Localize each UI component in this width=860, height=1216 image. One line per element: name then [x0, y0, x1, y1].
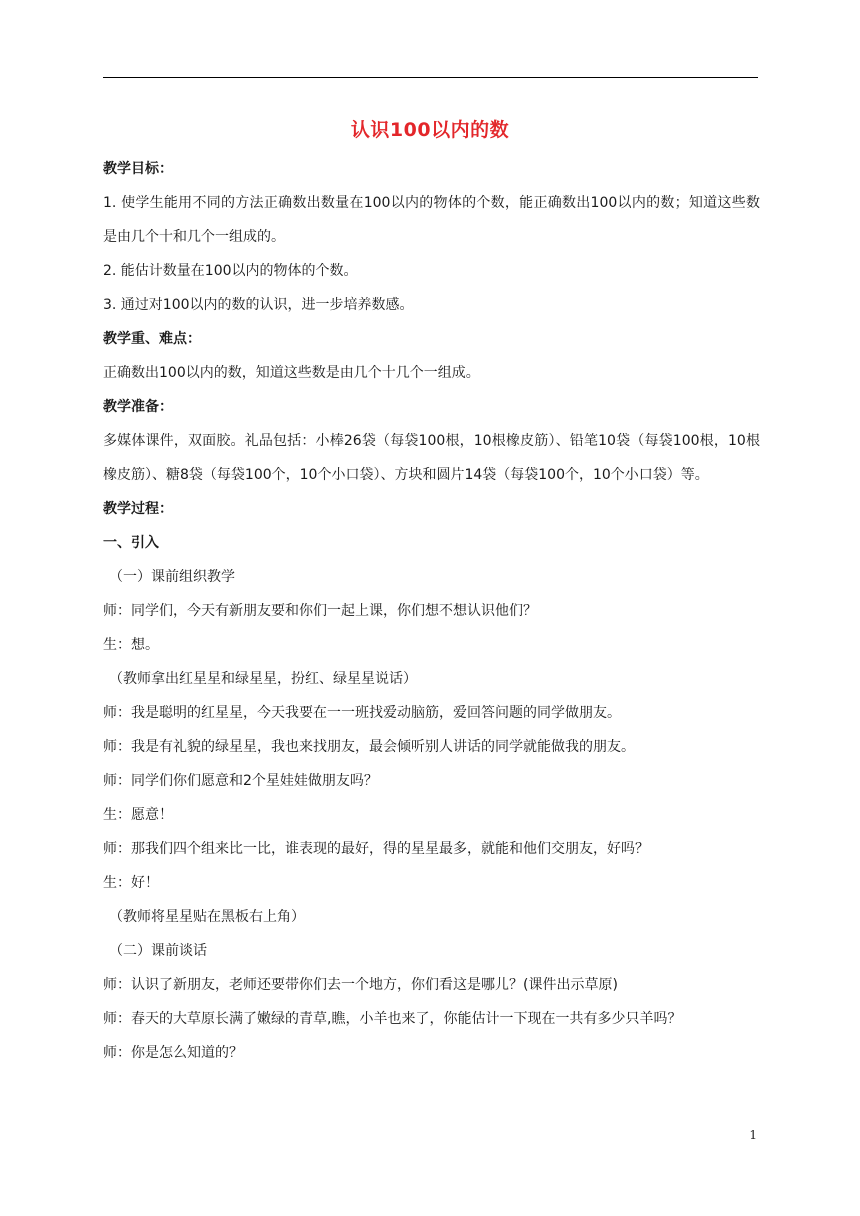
document-body	[103, 152, 760, 1070]
header-rule	[103, 77, 758, 78]
section-heading: 教学重、难点：	[103, 331, 201, 347]
paragraph-line: 师：我是聪明的红星星，今天我要在一一班找爱动脑筋，爱回答问题的同学做朋友。	[103, 705, 621, 721]
paragraph-line: （教师将星星贴在黑板右上角）	[109, 909, 305, 925]
section-heading: 教学准备：	[103, 399, 173, 415]
paragraph-line: 师：那我们四个组来比一比，谁表现的最好，得的星星最多，就能和他们交朋友，好吗？	[103, 841, 649, 857]
section-heading: 教学过程：	[103, 501, 173, 517]
paragraph-line: 师：春天的大草原长满了嫩绿的青草,瞧，小羊也来了，你能估计一下现在一共有多少只羊吗？	[103, 1011, 682, 1027]
paragraph-line: 正确数出100以内的数，知道这些数是由几个十几个一组成。	[103, 365, 480, 381]
paragraph-line: 生：好！	[103, 875, 159, 891]
paragraph-line: 师：你是怎么知道的？	[103, 1045, 243, 1061]
section-heading: 教学目标：	[103, 161, 173, 177]
paragraph-line: 1. 使学生能用不同的方法正确数出数量在100以内的物体的个数，能正确数出100以内的数；知道这些数是由几个十和几个一组成的。	[103, 195, 760, 245]
paragraph-line: 师：认识了新朋友，老师还要带你们去一个地方，你们看这是哪儿？(课件出示草原)	[103, 977, 618, 993]
paragraph-line: 师：我是有礼貌的绿星星，我也来找朋友，最会倾听别人讲话的同学就能做我的朋友。	[103, 739, 635, 755]
paragraph-line: （二）课前谈话	[109, 943, 207, 959]
paragraph-line: 3. 通过对100以内的数的认识，进一步培养数感。	[103, 297, 414, 313]
paragraph-line: 生：想。	[103, 637, 159, 653]
page-number: 1	[749, 1128, 757, 1142]
paragraph-line: （一）课前组织教学	[109, 569, 235, 585]
paragraph-line: 师：同学们，今天有新朋友要和你们一起上课，你们想不想认识他们？	[103, 603, 537, 619]
page-title: 认识100以内的数	[350, 119, 510, 141]
paragraph-line: 2. 能估计数量在100以内的物体的个数。	[103, 263, 358, 279]
paragraph-line: 多媒体课件，双面胶。礼品包括：小棒26袋（每袋100根，10根橡皮筋）、铅笔10袋（每袋100根，10根橡皮筋）、糖8袋（每袋100个，10个小口袋）、方块和圆片14袋（每袋100个，10个小口袋）等。	[103, 433, 760, 483]
paragraph-line: （教师拿出红星星和绿星星，扮红、绿星星说话）	[109, 671, 417, 687]
paragraph-line: 师：同学们你们愿意和2个星娃娃做朋友吗？	[103, 773, 378, 789]
section-heading: 一、引入	[103, 535, 159, 551]
paragraph-line: 生：愿意！	[103, 807, 173, 823]
